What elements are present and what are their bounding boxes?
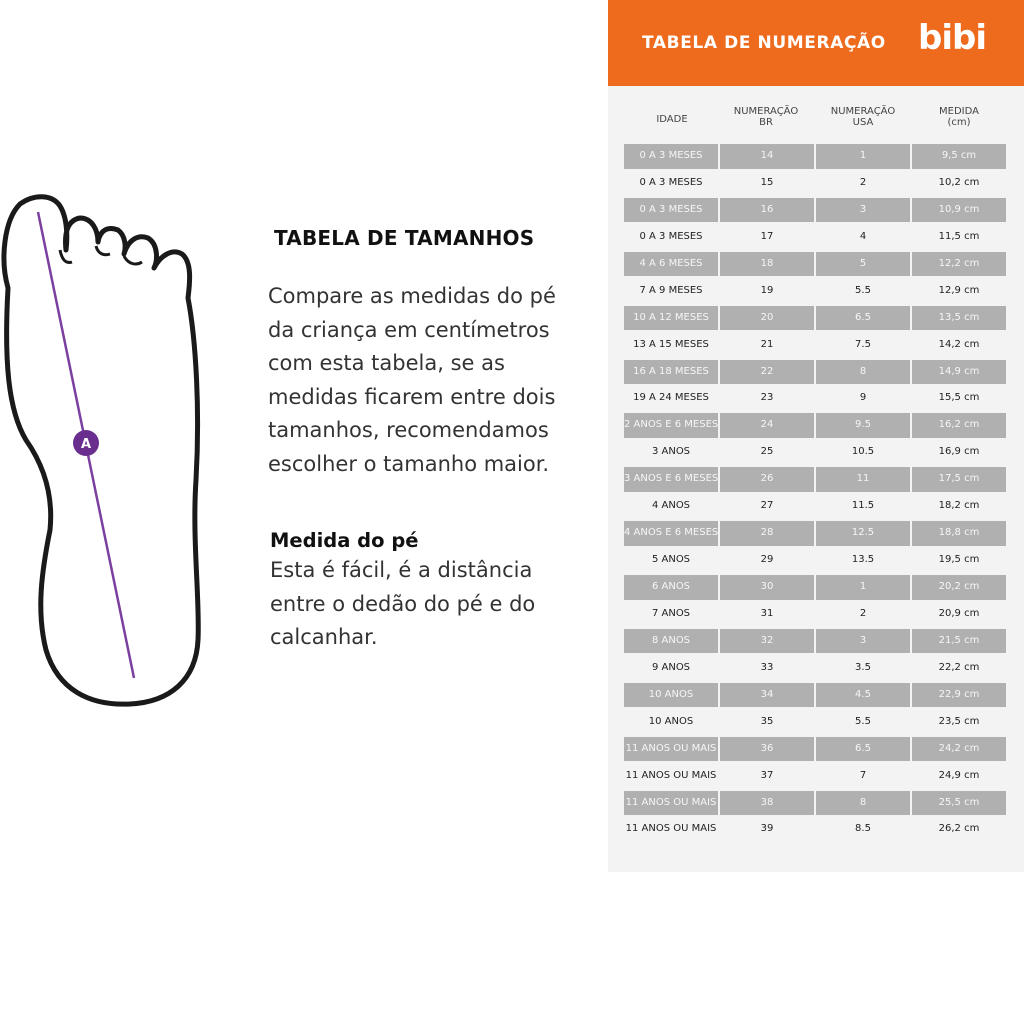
cell-br: 32 bbox=[720, 629, 814, 654]
cell-idade: 7 ANOS bbox=[651, 607, 691, 619]
measure-heading: Medida do pé bbox=[270, 529, 419, 552]
header-line: BR bbox=[759, 117, 773, 128]
measure-line: entre o dedão do pé e do bbox=[270, 591, 536, 616]
table-row bbox=[608, 682, 1024, 709]
cell-medida: 16,9 cm bbox=[938, 446, 980, 458]
foot-marker-label: A bbox=[80, 437, 92, 452]
cell-idade: 0 A 3 MESES bbox=[624, 198, 718, 223]
size-table-banner bbox=[608, 0, 1024, 86]
cell-idade: 8 ANOS bbox=[624, 629, 718, 654]
cell-usa: 4 bbox=[859, 230, 867, 242]
cell-usa: 1 bbox=[816, 575, 910, 600]
cell-idade: 10 A 12 MESES bbox=[624, 306, 718, 331]
table-row bbox=[608, 359, 1024, 386]
cell-usa: 5.5 bbox=[855, 715, 871, 727]
cell-medida: 22,2 cm bbox=[938, 661, 980, 673]
cell-medida: 24,9 cm bbox=[938, 769, 980, 781]
table-row bbox=[608, 520, 1024, 547]
table-row bbox=[608, 332, 1024, 359]
table-row bbox=[608, 763, 1024, 790]
cell-br: 17 bbox=[760, 230, 774, 242]
cell-usa: 6.5 bbox=[816, 306, 910, 331]
cell-usa: 11.5 bbox=[851, 500, 875, 512]
table-row bbox=[608, 628, 1024, 655]
table-row bbox=[608, 709, 1024, 736]
cell-usa: 5.5 bbox=[855, 284, 871, 296]
cell-medida: 10,2 cm bbox=[938, 176, 980, 188]
table-row bbox=[608, 251, 1024, 278]
cell-br: 37 bbox=[760, 769, 774, 781]
cell-medida: 11,5 cm bbox=[938, 230, 980, 242]
cell-medida: 9,5 cm bbox=[912, 144, 1006, 169]
cell-idade: 11 ANOS OU MAIS bbox=[625, 769, 717, 781]
cell-br: 19 bbox=[760, 284, 774, 296]
cell-medida: 10,9 cm bbox=[912, 198, 1006, 223]
cell-idade: 3 ANOS E 6 MESES bbox=[624, 467, 718, 492]
header-medida bbox=[912, 106, 1006, 128]
cell-idade: 9 ANOS bbox=[651, 661, 691, 673]
cell-br: 21 bbox=[760, 338, 774, 350]
header-line: (cm) bbox=[947, 117, 971, 128]
compare-line: escolher o tamanho maior. bbox=[268, 451, 550, 476]
cell-medida: 15,5 cm bbox=[938, 392, 980, 404]
cell-br: 23 bbox=[760, 392, 774, 404]
cell-usa: 8 bbox=[816, 791, 910, 816]
cell-medida: 18,8 cm bbox=[912, 521, 1006, 546]
cell-br: 25 bbox=[760, 446, 774, 458]
header-line: MEDIDA bbox=[939, 106, 979, 117]
table-row bbox=[608, 439, 1024, 466]
cell-medida: 22,9 cm bbox=[912, 683, 1006, 708]
cell-usa: 3 bbox=[816, 629, 910, 654]
cell-medida: 16,2 cm bbox=[912, 413, 1006, 438]
cell-br: 14 bbox=[720, 144, 814, 169]
cell-idade: 2 ANOS E 6 MESES bbox=[624, 413, 718, 438]
table-row bbox=[608, 466, 1024, 493]
header-numeracao-usa bbox=[816, 106, 910, 128]
cell-medida: 12,9 cm bbox=[938, 284, 980, 296]
cell-br: 33 bbox=[760, 661, 774, 673]
compare-line: com esta tabela, se as bbox=[268, 351, 505, 375]
cell-idade: 11 ANOS OU MAIS bbox=[625, 823, 717, 835]
cell-br: 30 bbox=[720, 575, 814, 600]
cell-idade: 7 A 9 MESES bbox=[639, 284, 703, 296]
table-row bbox=[608, 601, 1024, 628]
header-line: USA bbox=[852, 117, 874, 128]
cell-idade: 19 A 24 MESES bbox=[633, 392, 709, 404]
cell-br: 27 bbox=[760, 500, 774, 512]
cell-br: 38 bbox=[720, 791, 814, 816]
cell-idade: 5 ANOS bbox=[651, 554, 691, 566]
cell-br: 34 bbox=[720, 683, 814, 708]
cell-usa: 8 bbox=[816, 360, 910, 385]
table-row bbox=[608, 224, 1024, 251]
cell-idade: 11 ANOS OU MAIS bbox=[624, 737, 718, 762]
cell-usa: 2 bbox=[859, 176, 867, 188]
cell-usa: 9.5 bbox=[816, 413, 910, 438]
cell-idade: 11 ANOS OU MAIS bbox=[624, 791, 718, 816]
cell-medida: 14,2 cm bbox=[938, 338, 980, 350]
header-numeracao-br bbox=[720, 106, 812, 128]
cell-medida: 12,2 cm bbox=[912, 252, 1006, 277]
compare-line: medidas ficarem entre dois bbox=[268, 384, 556, 409]
cell-usa: 11 bbox=[816, 467, 910, 492]
cell-idade: 10 ANOS bbox=[624, 683, 718, 708]
cell-br: 29 bbox=[760, 554, 774, 566]
compare-line: tamanhos, recomendamos bbox=[268, 418, 549, 442]
cell-idade: 6 ANOS bbox=[624, 575, 718, 600]
size-table-header bbox=[608, 106, 1024, 142]
cell-usa: 7 bbox=[859, 769, 867, 781]
cell-idade: 4 ANOS bbox=[651, 500, 691, 512]
cell-br: 22 bbox=[720, 360, 814, 385]
cell-usa: 9 bbox=[859, 392, 867, 404]
measure-line: Esta é fácil, é a distância bbox=[270, 558, 533, 582]
table-row bbox=[608, 736, 1024, 763]
measure-paragraph bbox=[270, 554, 598, 655]
cell-br: 28 bbox=[720, 521, 814, 546]
cell-medida: 21,5 cm bbox=[912, 629, 1006, 654]
cell-usa: 2 bbox=[859, 607, 867, 619]
cell-medida: 23,5 cm bbox=[938, 715, 980, 727]
table-row bbox=[608, 816, 1024, 843]
cell-idade: 0 A 3 MESES bbox=[624, 144, 718, 169]
cell-br: 15 bbox=[760, 176, 774, 188]
header-line: NUMERAÇÃO bbox=[733, 106, 799, 117]
table-row bbox=[608, 574, 1024, 601]
table-row bbox=[608, 385, 1024, 412]
cell-medida: 14,9 cm bbox=[912, 360, 1006, 385]
cell-usa: 6.5 bbox=[816, 737, 910, 762]
cell-idade: 0 A 3 MESES bbox=[639, 230, 703, 242]
brand-logo: bibi bbox=[918, 18, 986, 58]
cell-br: 16 bbox=[720, 198, 814, 223]
cell-usa: 3 bbox=[816, 198, 910, 223]
cell-br: 20 bbox=[720, 306, 814, 331]
size-table-panel bbox=[608, 0, 1024, 872]
cell-br: 24 bbox=[720, 413, 814, 438]
table-row bbox=[608, 493, 1024, 520]
cell-medida: 24,2 cm bbox=[912, 737, 1006, 762]
compare-line: Compare as medidas do pé bbox=[268, 284, 556, 308]
compare-line: da criança em centímetros bbox=[268, 317, 550, 342]
cell-medida: 20,9 cm bbox=[938, 607, 980, 619]
cell-medida: 18,2 cm bbox=[938, 500, 980, 512]
cell-usa: 12.5 bbox=[816, 521, 910, 546]
header-line: NUMERAÇÃO bbox=[830, 106, 896, 117]
table-row bbox=[608, 197, 1024, 224]
table-row bbox=[608, 305, 1024, 332]
cell-usa: 4.5 bbox=[816, 683, 910, 708]
cell-idade: 4 A 6 MESES bbox=[624, 252, 718, 277]
cell-usa: 7.5 bbox=[855, 338, 871, 350]
size-table-title: TABELA DE NUMERAÇÃO bbox=[642, 33, 886, 53]
cell-usa: 5 bbox=[816, 252, 910, 277]
cell-usa: 3.5 bbox=[855, 661, 871, 673]
table-row bbox=[608, 143, 1024, 170]
size-table-body bbox=[608, 143, 1024, 843]
cell-idade: 3 ANOS bbox=[651, 446, 691, 458]
table-row bbox=[608, 790, 1024, 817]
cell-medida: 26,2 cm bbox=[938, 823, 980, 835]
cell-br: 31 bbox=[760, 607, 774, 619]
foot-illustration bbox=[0, 190, 210, 710]
foot-outline-icon bbox=[0, 190, 210, 710]
size-guide-heading: TABELA DE TAMANHOS bbox=[274, 226, 535, 250]
cell-usa: 10.5 bbox=[851, 446, 875, 458]
cell-br: 18 bbox=[720, 252, 814, 277]
cell-br: 26 bbox=[720, 467, 814, 492]
cell-medida: 13,5 cm bbox=[912, 306, 1006, 331]
cell-idade: 13 A 15 MESES bbox=[633, 338, 709, 350]
cell-medida: 25,5 cm bbox=[912, 791, 1006, 816]
table-row bbox=[608, 412, 1024, 439]
cell-medida: 17,5 cm bbox=[912, 467, 1006, 492]
cell-medida: 20,2 cm bbox=[912, 575, 1006, 600]
size-guide-text bbox=[268, 226, 598, 655]
table-row bbox=[608, 278, 1024, 305]
cell-br: 36 bbox=[720, 737, 814, 762]
header-idade: IDADE bbox=[656, 114, 688, 125]
table-row bbox=[608, 170, 1024, 197]
table-row bbox=[608, 655, 1024, 682]
cell-medida: 19,5 cm bbox=[938, 554, 980, 566]
cell-br: 35 bbox=[760, 715, 774, 727]
measure-line: calcanhar. bbox=[270, 625, 378, 649]
cell-usa: 8.5 bbox=[855, 823, 871, 835]
compare-paragraph bbox=[268, 280, 598, 481]
cell-br: 39 bbox=[760, 823, 774, 835]
cell-usa: 1 bbox=[816, 144, 910, 169]
table-row bbox=[608, 547, 1024, 574]
cell-idade: 0 A 3 MESES bbox=[639, 176, 703, 188]
cell-idade: 16 A 18 MESES bbox=[624, 360, 718, 385]
cell-idade: 4 ANOS E 6 MESES bbox=[624, 521, 718, 546]
cell-idade: 10 ANOS bbox=[648, 715, 694, 727]
cell-usa: 13.5 bbox=[851, 554, 875, 566]
